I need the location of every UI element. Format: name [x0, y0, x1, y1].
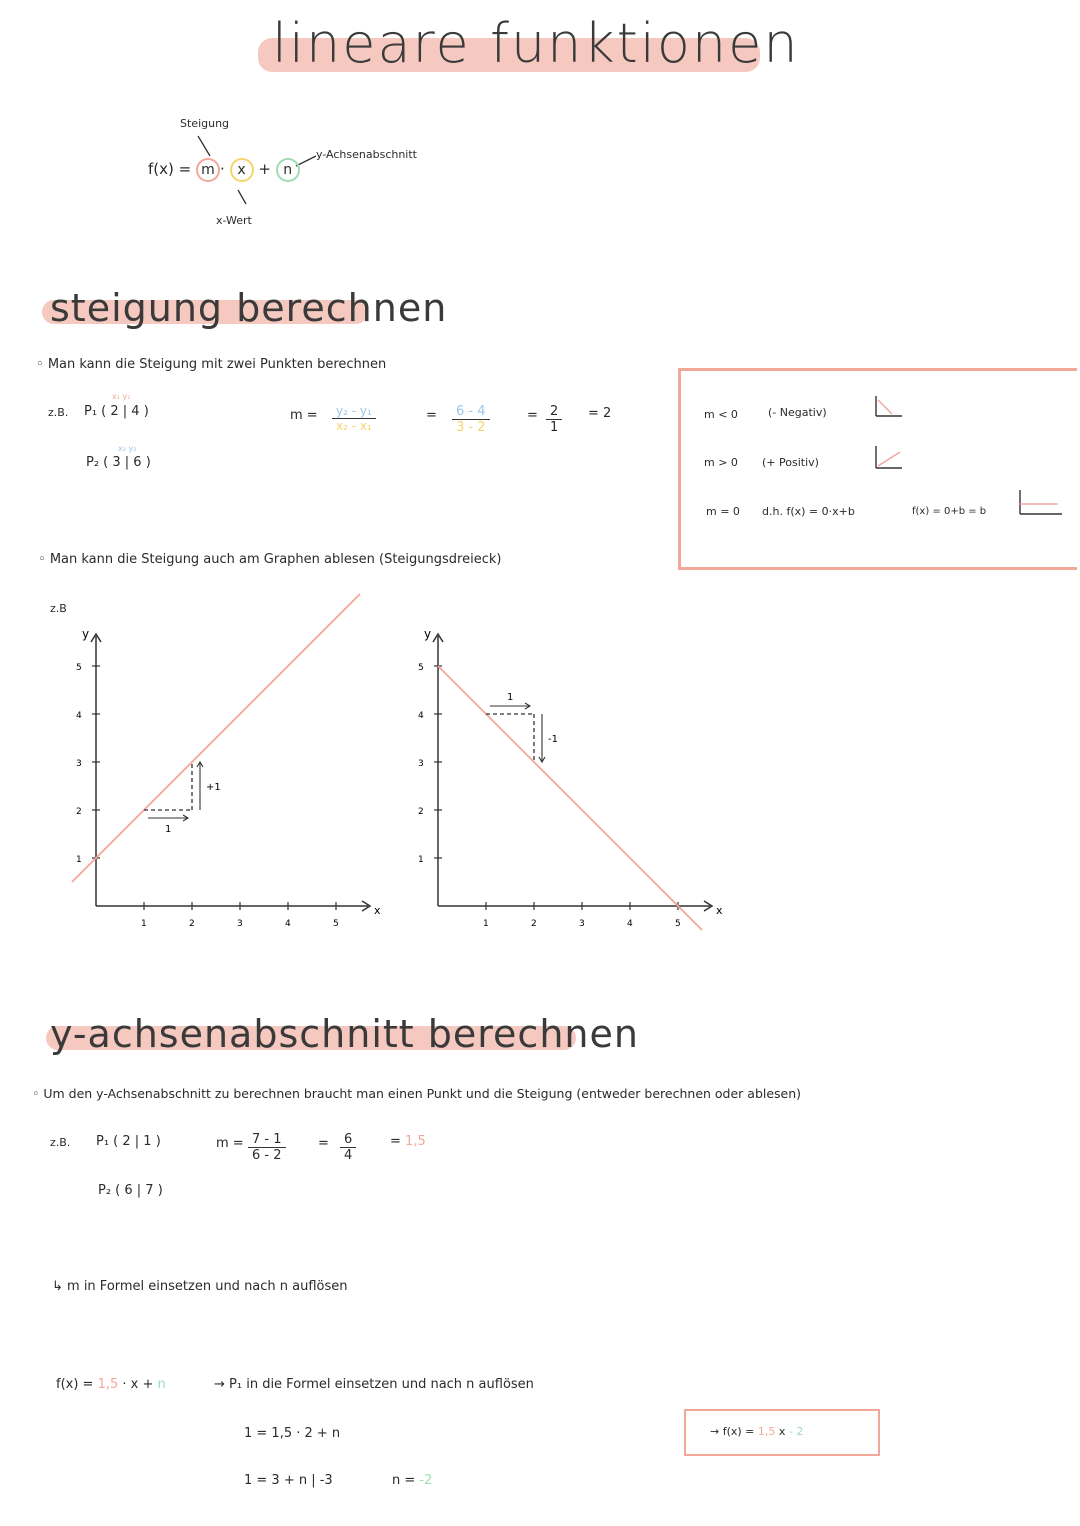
section2-step2: → P₁ in die Formel einsetzen und nach n auflösen [214, 1377, 534, 1392]
section2-eq2: 1 = 3 + n | -3 [244, 1473, 333, 1488]
section1-frac2-den: 3 - 2 [456, 420, 486, 435]
section1-result: = 2 [588, 406, 612, 421]
rule2-text: (+ Positiv) [762, 456, 819, 469]
y-tick-label: 3 [76, 759, 82, 769]
section2-eq: = [318, 1136, 329, 1151]
section2-result-eq: = [390, 1134, 401, 1149]
section2-bullet: ◦ Um den y-Achsenabschnitt zu berechnen braucht man einen Punkt und die Steigung (entweder berechnen oder ablesen) [32, 1086, 802, 1101]
section2-result [390, 1134, 426, 1149]
formula-label-achsenabschnitt: y-Achsenabschnitt [316, 148, 417, 161]
x-tick-label: 3 [237, 919, 243, 929]
formula-label-xwert: x-Wert [216, 214, 252, 227]
graph1-label: z.B [50, 602, 67, 615]
section1-heading: steigung berechnen [50, 286, 448, 330]
section2-frac1-den: 6 - 2 [252, 1148, 282, 1163]
section2-fx-mid: · x + [122, 1377, 154, 1392]
y-tick-label: 5 [76, 663, 82, 673]
function-line [72, 594, 360, 882]
section2-example-label: z.B. [50, 1136, 71, 1149]
x-tick-label: 5 [675, 919, 681, 929]
section2-n-val: -2 [419, 1473, 433, 1488]
section1-p1-sup: x₁ y₁ [112, 392, 131, 401]
formula-m: m [196, 158, 220, 182]
function-line [438, 666, 702, 930]
final-m: 1,5 [757, 1425, 776, 1438]
section1-bullet2-text: Man kann die Steigung auch am Graphen ablesen (Steigungsdreieck) [49, 552, 502, 567]
formula-dot: · [219, 160, 225, 178]
x-tick-label: 1 [141, 919, 147, 929]
section1-frac1-den: x₂ - x₁ [336, 419, 372, 433]
x-tick-label: 3 [579, 919, 585, 929]
section1-bullet2: ◦ Man kann die Steigung auch am Graphen ablesen (Steigungsdreieck) [38, 552, 502, 567]
negative-slope-icon [868, 390, 908, 424]
section2-eq1: 1 = 1,5 · 2 + n [244, 1426, 341, 1441]
formula-x: x [230, 158, 254, 182]
slope-rise-label: -1 [548, 734, 558, 745]
section2-fx-m: 1,5 [97, 1377, 119, 1392]
slope-run-label: 1 [165, 824, 172, 835]
section1-frac1-num: y₂ - y₁ [332, 404, 376, 419]
formula [148, 158, 300, 182]
section2-heading: y-achsenabschnitt berechnen [50, 1012, 639, 1056]
section1-frac3-den: 1 [550, 420, 559, 435]
x-axis-label: x [374, 904, 381, 917]
y-tick-label: 1 [418, 855, 424, 865]
section2-fx-n: n [157, 1377, 166, 1392]
rule3-extra: f(x) = 0+b = b [912, 506, 987, 517]
section2-result-val: 1,5 [405, 1134, 426, 1149]
section2-frac1 [248, 1132, 286, 1163]
formula-n: n [276, 158, 300, 182]
final-prefix: → f(x) = [710, 1425, 755, 1438]
final-x: x [778, 1425, 786, 1438]
section2-step1: ↳ m in Formel einsetzen und nach n auflösen [52, 1279, 348, 1294]
section1-p2-sup: x₂ y₂ [118, 444, 137, 453]
rule2-cond: m > 0 [704, 456, 738, 469]
section1-m-eq: m = [290, 408, 318, 423]
formula-plus: + [258, 160, 271, 178]
section1-frac2-num: 6 - 4 [452, 404, 490, 420]
section2-p2: P₂ ( 6 | 7 ) [98, 1183, 163, 1198]
page-title: lineare funktionen [272, 12, 800, 75]
section1-frac3-num: 2 [546, 404, 562, 420]
y-tick-label: 3 [418, 759, 424, 769]
section2-frac2-den: 4 [344, 1148, 353, 1163]
rule3-cond: m = 0 [706, 505, 740, 518]
x-tick-label: 5 [333, 919, 339, 929]
section2-n-prefix: n = [392, 1473, 416, 1488]
y-tick-label: 2 [76, 807, 82, 817]
section2-frac1-num: 7 - 1 [248, 1132, 286, 1148]
y-axis-label: y [424, 627, 432, 641]
section1-frac1 [332, 404, 376, 433]
section2-bullet-text: Um den y-Achsenabschnitt zu berechnen braucht man einen Punkt und die Steigung (entweder berechnen oder ablesen) [43, 1086, 802, 1101]
graph2-chart [400, 600, 760, 940]
y-axis-label: y [82, 627, 90, 641]
section1-p1: P₁ ( 2 | 4 ) [84, 404, 149, 419]
y-tick-label: 4 [76, 711, 82, 721]
section1-bullet1-text: Man kann die Steigung mit zwei Punkten berechnen [47, 357, 387, 372]
section1-frac2 [452, 404, 490, 435]
rule3-text: d.h. f(x) = 0·x+b [762, 505, 855, 518]
final-n: - 2 [788, 1425, 804, 1438]
section1-frac3 [546, 404, 562, 435]
section2-p1: P₁ ( 2 | 1 ) [96, 1134, 161, 1149]
rule1-cond: m < 0 [704, 408, 738, 421]
slope-run-label: 1 [507, 692, 514, 703]
section2-m-eq: m = [216, 1136, 244, 1151]
final-result [710, 1425, 803, 1438]
section2-fx-prefix: f(x) = [56, 1377, 94, 1392]
y-tick-label: 2 [418, 807, 424, 817]
x-tick-label: 1 [483, 919, 489, 929]
zero-slope-icon [1008, 486, 1064, 520]
section1-example-label: z.B. [48, 406, 69, 419]
positive-slope-icon [868, 442, 908, 476]
slope-rise-label: +1 [206, 782, 221, 793]
x-tick-label: 2 [189, 919, 195, 929]
x-tick-label: 4 [627, 919, 633, 929]
y-tick-label: 5 [418, 663, 424, 673]
x-axis-label: x [716, 904, 723, 917]
y-tick-label: 1 [76, 855, 82, 865]
formula-prefix: f(x) = [148, 160, 192, 178]
section1-eq1: = [426, 408, 437, 423]
section1-eq2: = [527, 408, 538, 423]
rule1-text: (- Negativ) [768, 406, 827, 419]
formula-label-steigung: Steigung [180, 117, 230, 130]
y-tick-label: 4 [418, 711, 424, 721]
section1-p2: P₂ ( 3 | 6 ) [86, 455, 151, 470]
section2-frac2-num: 6 [340, 1132, 356, 1148]
graph1-chart [40, 590, 420, 940]
section2-n-result [392, 1473, 432, 1488]
x-tick-label: 2 [531, 919, 537, 929]
section2-fx [56, 1377, 166, 1392]
x-tick-label: 4 [285, 919, 291, 929]
section1-bullet1: ◦ Man kann die Steigung mit zwei Punkten berechnen [36, 357, 387, 372]
section2-frac2 [340, 1132, 356, 1163]
